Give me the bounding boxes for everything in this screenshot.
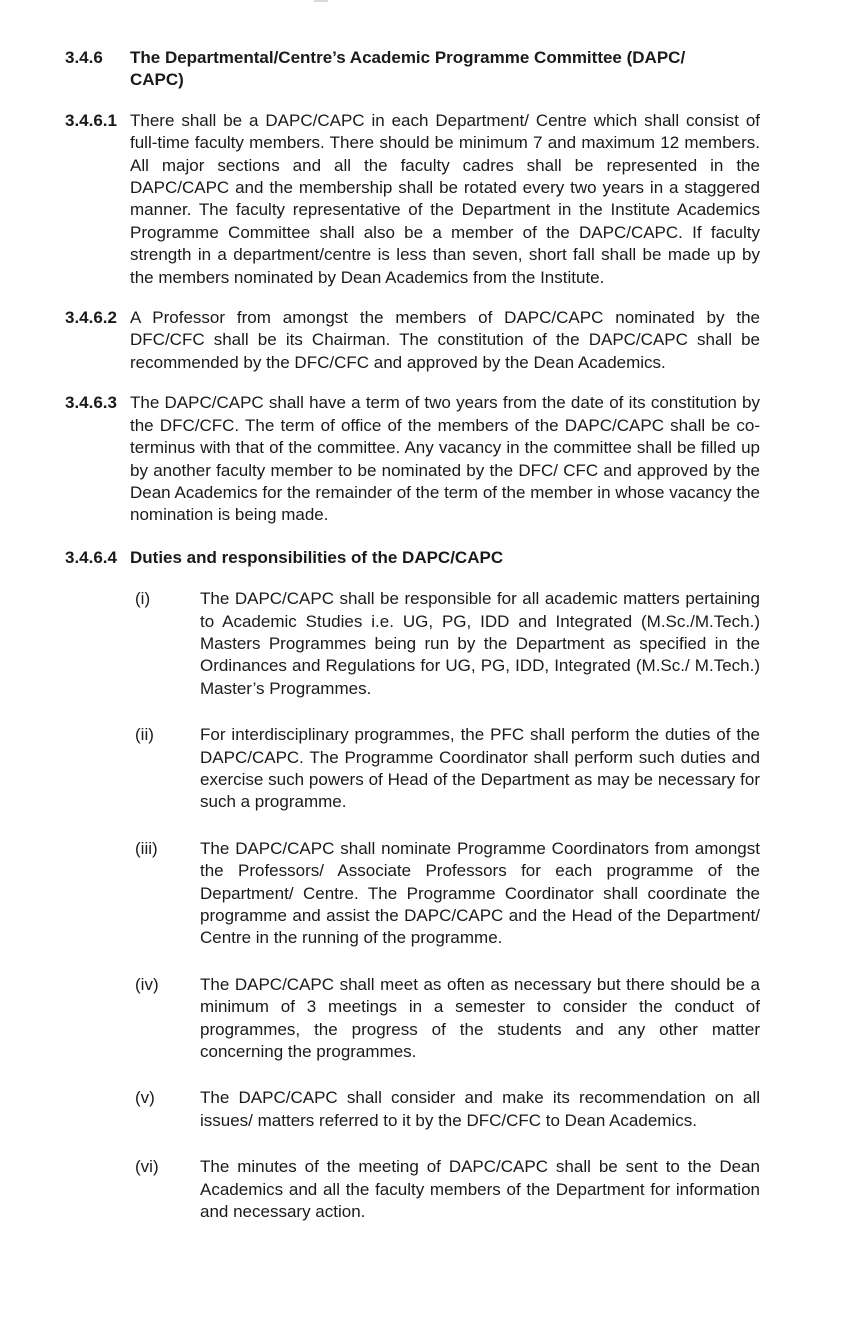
- duty-item-v: [135, 1087, 760, 1132]
- section-heading-title-line2: CAPC): [130, 70, 184, 90]
- section-3-4-6-3: [65, 392, 760, 526]
- duty-marker: (ii): [135, 725, 154, 745]
- section-3-4-6-2: [65, 307, 760, 374]
- duty-text: The DAPC/CAPC shall be responsible for all academic matters pertaining to Academic Studies i.e. UG, PG, IDD and Integrated (M.Sc./M.Tech.) Masters Programmes being run by the Department as specified in the Ordinances and Regulations for UG, PG, IDD, Integrated (M.Sc./ M.Tech.) Master’s Programmes.: [200, 589, 760, 698]
- duty-item-iv: [135, 974, 760, 1064]
- duty-item-vi: [135, 1156, 760, 1223]
- duty-item-ii: [135, 724, 760, 814]
- section-number: 3.4.6.1: [65, 110, 117, 130]
- section-number: 3.4.6.3: [65, 393, 117, 413]
- subsection-heading: [65, 547, 760, 569]
- duty-marker: (iii): [135, 838, 158, 858]
- duty-text: For interdisciplinary programmes, the PFC shall perform the duties of the DAPC/CAPC. The Programme Coordinator shall perform such duties and exercise such powers of Head of the Department as may be necessary for such a programme.: [200, 725, 760, 812]
- section-heading-title: [130, 47, 760, 92]
- duty-text: The minutes of the meeting of DAPC/CAPC shall be sent to the Dean Academics and all the faculty members of the Department for information and necessary action.: [200, 1157, 760, 1222]
- section-heading: [65, 47, 760, 92]
- duty-marker: (i): [135, 589, 151, 609]
- section-heading-number: 3.4.6: [65, 48, 103, 67]
- duty-item-i: [135, 588, 760, 700]
- section-3-4-6-1: [65, 110, 760, 289]
- duty-text: The DAPC/CAPC shall consider and make its recommendation on all issues/ matters referred to it by the DFC/CFC to Dean Academics.: [200, 1088, 760, 1130]
- section-text: The DAPC/CAPC shall have a term of two years from the date of its constitution by the DFC/CFC. The term of office of the members of the DAPC/CAPC shall be co-terminus with that of the committee. Any vacancy in the committee shall be filled up by another faculty member to be nominated by the DFC/ CFC and approved by the Dean Academics for the remainder of the term of the member in whose vacancy the nomination is being made.: [130, 393, 760, 525]
- duty-text: The DAPC/CAPC shall nominate Programme Coordinators from amongst the Professors/ Associate Professors for each programme of the Department/ Centre. The Programme Coordinator shall coordinate the programme and assist the DAPC/CAPC and the Head of the Department/ Centre in the running of the programme.: [200, 838, 760, 948]
- duty-marker: (iv): [135, 974, 159, 994]
- duty-marker: (v): [135, 1088, 155, 1108]
- section-heading-title-line1: The Departmental/Centre’s Academic Programme Committee (DAPC/: [130, 48, 686, 67]
- subsection-heading-number: 3.4.6.4: [65, 547, 117, 567]
- section-text: There shall be a DAPC/CAPC in each Department/ Centre which shall consist of full-time faculty members. There should be minimum 7 and maximum 12 members. All major sections and all the faculty cadres shall be represented in the DAPC/CAPC and the membership shall be rotated every two years in a staggered manner. The faculty representative of the Department in the Institute Academics Programme Committee shall also be a member of the DAPC/CAPC. If faculty strength in a department/centre is less than seven, short fall shall be made up by the members nominated by Dean Academics from the Institute.: [130, 110, 760, 287]
- duty-item-iii: [135, 838, 760, 950]
- section-number: 3.4.6.2: [65, 308, 117, 328]
- duty-text: The DAPC/CAPC shall meet as often as necessary but there should be a minimum of 3 meetings in a semester to consider the conduct of programmes, the progress of the students and any other matter concerning the programmes.: [200, 974, 760, 1062]
- page-top-artifact: [314, 0, 328, 2]
- section-text: A Professor from amongst the members of DAPC/CAPC nominated by the DFC/CFC shall be its Chairman. The constitution of the DAPC/CAPC shall be recommended by the DFC/CFC and approved by the Dean Academics.: [130, 308, 760, 372]
- subsection-heading-title: Duties and responsibilities of the DAPC/CAPC: [130, 547, 504, 567]
- duty-marker: (vi): [135, 1157, 159, 1177]
